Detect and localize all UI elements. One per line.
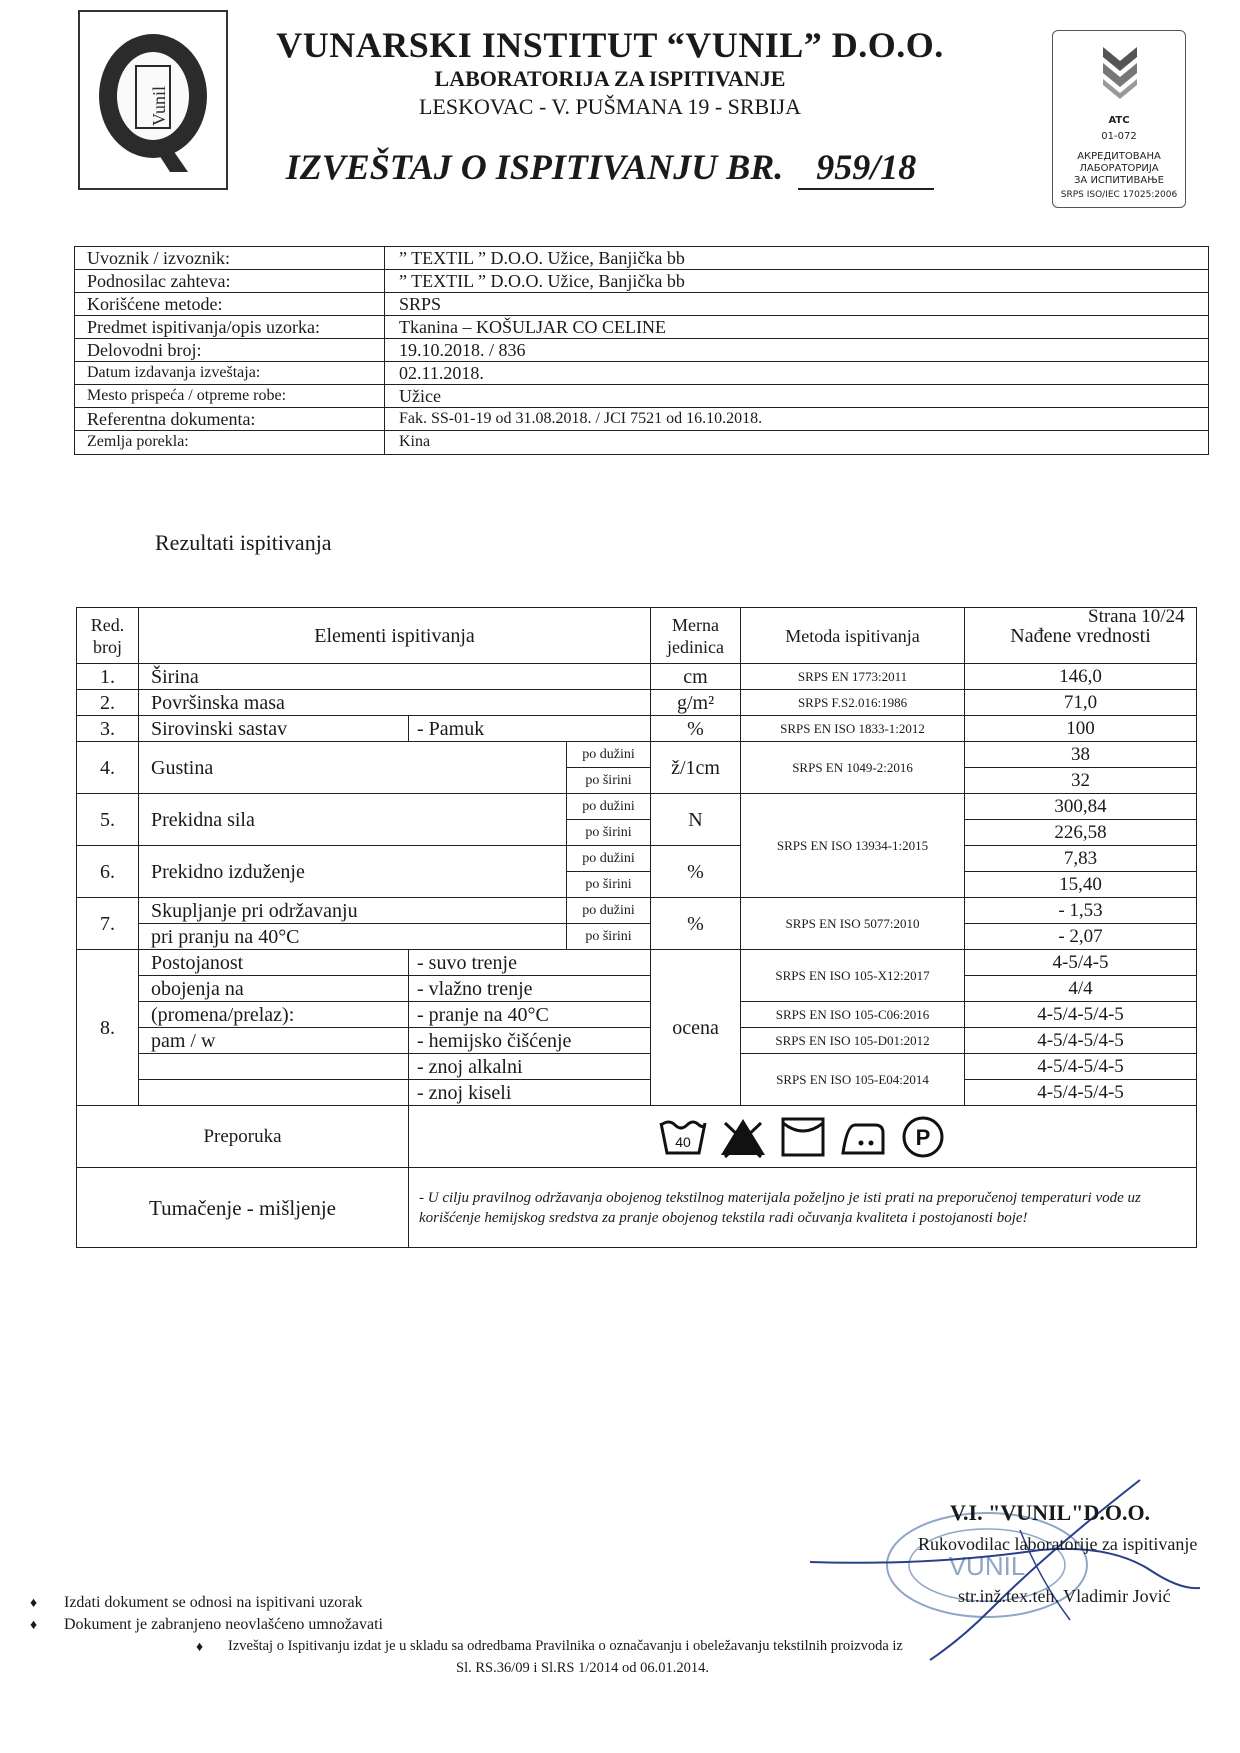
info-value: Užice xyxy=(399,386,441,406)
footer-note-4: Sl. RS.36/09 i Sl.RS 1/2014 od 06.01.2014. xyxy=(456,1660,709,1676)
institute-logo xyxy=(78,10,228,190)
table-row xyxy=(77,898,1197,924)
row-no: 4. xyxy=(77,742,139,794)
accreditation-mark-icon xyxy=(1095,41,1145,105)
row-unit: % xyxy=(651,716,741,742)
row-value: - 1,53 xyxy=(965,898,1197,924)
results-table xyxy=(76,607,1197,1248)
row-element: Sirovinski sastav xyxy=(139,716,409,742)
header-unit: Merna jedinica xyxy=(651,608,741,664)
row-value: 4/4 xyxy=(965,976,1197,1002)
row-direction: po dužini xyxy=(567,742,651,768)
info-row xyxy=(75,431,1208,454)
info-row xyxy=(75,362,1208,385)
row-direction: po širini xyxy=(567,924,651,950)
accreditation-line-3: ЗА ИСПИТИВАЊЕ xyxy=(1074,175,1164,186)
row-value: 4-5/4-5 xyxy=(965,950,1197,976)
table-row xyxy=(77,716,1197,742)
row-direction: po širini xyxy=(567,768,651,794)
row-method: SRPS EN ISO 105-D01:2012 xyxy=(741,1028,965,1054)
svg-text:Vunil: Vunil xyxy=(149,86,169,126)
info-row xyxy=(75,293,1208,316)
no-bleach-icon xyxy=(717,1113,769,1161)
row-subelement: - Pamuk xyxy=(409,716,651,742)
tumble-dry-icon xyxy=(777,1113,829,1161)
bullet-icon: ♦ xyxy=(196,1640,204,1655)
wash-40-icon xyxy=(657,1113,709,1161)
row-value: 4-5/4-5/4-5 xyxy=(965,1028,1197,1054)
page-number: Strana 10/24 xyxy=(1088,606,1185,627)
info-label: Delovodni broj: xyxy=(75,339,385,361)
accreditation-line-4: SRPS ISO/IEC 17025:2006 xyxy=(1060,190,1178,200)
recommendation-label: Preporuka xyxy=(77,1106,409,1168)
row-value: 300,84 xyxy=(965,794,1197,820)
signatory-role: Rukovodilac laboratorije za ispitivanje xyxy=(918,1534,1198,1554)
dry-clean-p-icon xyxy=(897,1113,949,1161)
table-row xyxy=(77,794,1197,820)
info-label: Referentna dokumenta: xyxy=(75,408,385,430)
row-element: Gustina xyxy=(139,742,567,794)
table-row xyxy=(77,950,1197,976)
info-row xyxy=(75,270,1208,293)
info-row xyxy=(75,316,1208,339)
info-row xyxy=(75,408,1208,431)
row-element-line-2: obojenja na xyxy=(139,976,409,1002)
table-row xyxy=(77,976,1197,1002)
info-value: SRPS xyxy=(399,294,442,314)
lab-name: LABORATORIJA ZA ISPITIVANJE xyxy=(434,66,786,91)
row-subelement: - znoj alkalni xyxy=(409,1054,651,1080)
row-element: Širina xyxy=(139,664,651,690)
bullet-icon: ♦ xyxy=(30,1618,38,1633)
svg-text:40: 40 xyxy=(674,1133,691,1150)
accreditation-line-1: АКРЕДИТОВАНА xyxy=(1077,151,1161,162)
row-element-line-3: (promena/prelaz): xyxy=(139,1002,409,1028)
row-element: Skupljanje pri održavanju xyxy=(139,898,567,924)
bullet-icon: ♦ xyxy=(30,1596,38,1611)
row-element-line-4: pam / w xyxy=(139,1028,409,1054)
info-value: ” TEXTIL ” D.O.O. Užice, Banjička bb xyxy=(399,271,685,291)
interpretation-text: - U cilju pravilnog održavanja obojenog tekstilnog materijala poželjno je isti prati na preporučenoj temperaturi vode uz korišćenje hemijskog sredstva za pranje obojenog tekstila radi očuvanja kvaliteta i postojanosti boje! xyxy=(409,1168,1197,1248)
row-method: SRPS EN ISO 5077:2010 xyxy=(741,898,965,950)
row-unit: ocena xyxy=(651,950,741,1106)
table-row xyxy=(77,690,1197,716)
row-subelement: - vlažno trenje xyxy=(409,976,651,1002)
info-value: Kina xyxy=(399,433,431,450)
row-no: 2. xyxy=(77,690,139,716)
info-table xyxy=(74,246,1209,455)
table-row xyxy=(77,1028,1197,1054)
row-direction: po dužini xyxy=(567,846,651,872)
info-row xyxy=(75,385,1208,408)
row-value: 146,0 xyxy=(965,664,1197,690)
signatory-name: str.inž.tex.teh. Vladimir Jović xyxy=(958,1586,1171,1606)
row-unit: % xyxy=(651,846,741,898)
accreditation-line-2: ЛАБОРАТОРИЈА xyxy=(1079,163,1159,174)
row-value: 32 xyxy=(965,768,1197,794)
row-subelement: - pranje na 40°C xyxy=(409,1002,651,1028)
accreditation-badge xyxy=(1052,30,1186,208)
row-unit: % xyxy=(651,898,741,950)
table-row xyxy=(77,742,1197,768)
row-element: Prekidno izduženje xyxy=(139,846,567,898)
row-method: SRPS EN ISO 13934-1:2015 xyxy=(741,794,965,898)
institute-address: LESKOVAC - V. PUŠMANA 19 - SRBIJA xyxy=(418,94,802,119)
table-row xyxy=(77,1054,1197,1080)
row-method: SRPS EN 1773:2011 xyxy=(741,664,965,690)
header-element: Elementi ispitivanja xyxy=(139,608,651,664)
row-direction: po dužini xyxy=(567,898,651,924)
row-value: 15,40 xyxy=(965,872,1197,898)
header-no: Red. broj xyxy=(77,608,139,664)
results-title: Rezultati ispitivanja xyxy=(155,530,332,555)
row-value: 100 xyxy=(965,716,1197,742)
row-direction: po širini xyxy=(567,820,651,846)
row-value: 4-5/4-5/4-5 xyxy=(965,1002,1197,1028)
info-row xyxy=(75,247,1208,270)
row-subelement: - znoj kiseli xyxy=(409,1080,651,1106)
row-element-blank xyxy=(139,1054,409,1080)
footer-note-2: Dokument je zabranjeno neovlašćeno umnožavati xyxy=(64,1616,383,1633)
header-values: Nađene vrednosti xyxy=(965,608,1197,664)
signatory-company: V.I. "VUNIL"D.O.O. xyxy=(950,1500,1151,1525)
info-label: Uvoznik / izvoznik: xyxy=(75,247,385,269)
accreditation-mark: ATC xyxy=(1108,115,1130,126)
table-row xyxy=(77,664,1197,690)
info-value: Fak. SS-01-19 od 31.08.2018. / JCI 7521 od 16.10.2018. xyxy=(399,410,763,427)
accreditation-code: 01-072 xyxy=(1101,131,1137,142)
row-element-blank xyxy=(139,1080,409,1106)
row-method: SRPS EN 1049-2:2016 xyxy=(741,742,965,794)
header-method: Metoda ispitivanja xyxy=(741,608,965,664)
info-label: Zemlja porekla: xyxy=(75,431,385,454)
table-header-row xyxy=(77,608,1197,664)
row-method: SRPS EN ISO 105-C06:2016 xyxy=(741,1002,965,1028)
row-element: Površinska masa xyxy=(139,690,651,716)
row-method: SRPS EN ISO 105-X12:2017 xyxy=(741,950,965,1002)
row-no: 5. xyxy=(77,794,139,846)
info-label: Podnosilac zahteva: xyxy=(75,270,385,292)
table-row xyxy=(77,924,1197,950)
row-value: 7,83 xyxy=(965,846,1197,872)
info-value: 02.11.2018. xyxy=(399,363,484,383)
report-prefix: IZVEŠTAJ O ISPITIVANJU BR. xyxy=(285,147,784,187)
row-unit: N xyxy=(651,794,741,846)
row-no: 7. xyxy=(77,898,139,950)
row-value: - 2,07 xyxy=(965,924,1197,950)
info-value: Tkanina – KOŠULJAR CO CELINE xyxy=(399,317,666,337)
care-symbols xyxy=(409,1106,1197,1168)
row-element: Postojanost xyxy=(139,950,409,976)
row-no: 8. xyxy=(77,950,139,1106)
info-label: Datum izdavanja izveštaja: xyxy=(75,362,385,384)
table-row xyxy=(77,1080,1197,1106)
info-label: Mesto prispeća / otpreme robe: xyxy=(75,385,385,407)
svg-text:P: P xyxy=(915,1124,930,1150)
row-no: 6. xyxy=(77,846,139,898)
q-logo-icon xyxy=(92,26,214,176)
institute-name: VUNARSKI INSTITUT “VUNIL” D.O.O. xyxy=(276,25,944,65)
row-element-line-2: pri pranju na 40°C xyxy=(139,924,567,950)
info-value: 19.10.2018. / 836 xyxy=(399,340,526,360)
svg-text:VUNIL: VUNIL xyxy=(948,1551,1026,1581)
recommendation-row xyxy=(77,1106,1197,1168)
table-row xyxy=(77,846,1197,872)
iron-icon xyxy=(837,1113,889,1161)
info-row xyxy=(75,339,1208,362)
interpretation-label: Tumačenje - mišljenje xyxy=(77,1168,409,1248)
row-method: SRPS EN ISO 1833-1:2012 xyxy=(741,716,965,742)
interpretation-row xyxy=(77,1168,1197,1248)
table-row xyxy=(77,1002,1197,1028)
row-element: Prekidna sila xyxy=(139,794,567,846)
row-unit: ž/1cm xyxy=(651,742,741,794)
row-value: 4-5/4-5/4-5 xyxy=(965,1054,1197,1080)
report-title xyxy=(260,146,960,190)
row-value: 226,58 xyxy=(965,820,1197,846)
row-value: 71,0 xyxy=(965,690,1197,716)
row-unit: cm xyxy=(651,664,741,690)
row-direction: po širini xyxy=(567,872,651,898)
row-no: 1. xyxy=(77,664,139,690)
info-value: ” TEXTIL ” D.O.O. Užice, Banjička bb xyxy=(399,248,685,268)
info-label: Predmet ispitivanja/opis uzorka: xyxy=(75,316,385,338)
row-no: 3. xyxy=(77,716,139,742)
row-subelement: - hemijsko čišćenje xyxy=(409,1028,651,1054)
row-value: 38 xyxy=(965,742,1197,768)
row-direction: po dužini xyxy=(567,794,651,820)
row-value: 4-5/4-5/4-5 xyxy=(965,1080,1197,1106)
row-unit: g/m² xyxy=(651,690,741,716)
footer-note-3: Izveštaj o Ispitivanju izdat je u skladu sa odredbama Pravilnika o označavanju i obeležavanju tekstilnih proizvoda iz xyxy=(228,1638,903,1654)
row-subelement: - suvo trenje xyxy=(409,950,651,976)
report-number: 959/18 xyxy=(798,146,934,190)
info-label: Korišćene metode: xyxy=(75,293,385,315)
row-method: SRPS F.S2.016:1986 xyxy=(741,690,965,716)
footer-note-1: Izdati dokument se odnosi na ispitivani uzorak xyxy=(64,1594,363,1611)
row-method: SRPS EN ISO 105-E04:2014 xyxy=(741,1054,965,1106)
